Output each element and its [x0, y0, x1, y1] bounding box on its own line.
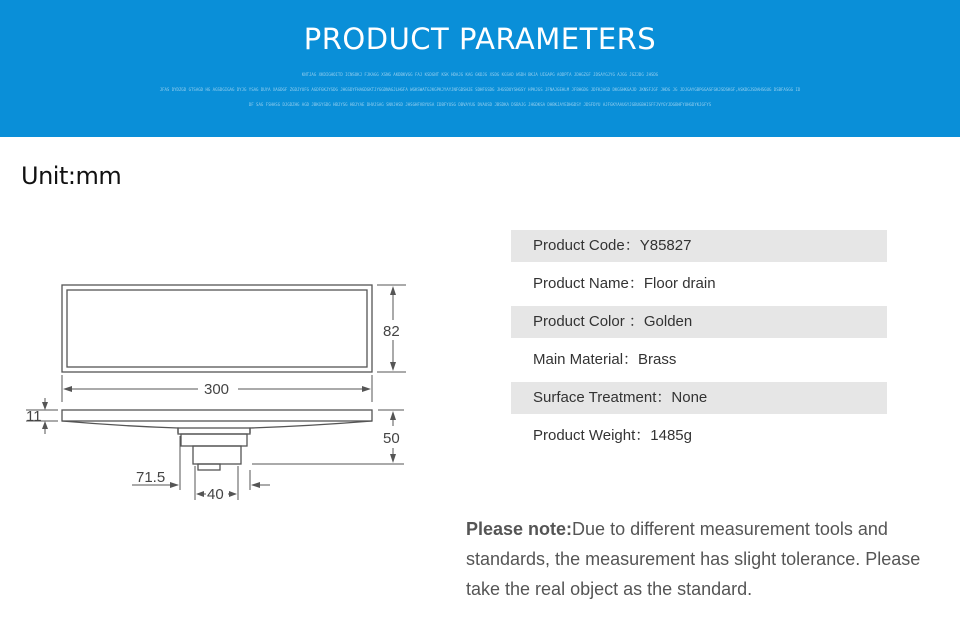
- banner-title: PRODUCT PARAMETERS: [303, 22, 657, 56]
- parameter-row: Product Weight：1485g: [533, 427, 692, 444]
- dimension-depth-label: 50: [383, 430, 400, 447]
- dimension-outlet-label: 40: [207, 486, 224, 503]
- banner-decorative-text: JFAS DYDZGD GTSAGD HG AGSDGIGAG DYJG YSAG DUYA XAGDGF ZGDJYUFG AGDFGKJYSDG JHGSDYFHAGDGKTJYGGDNAGJLHGFA WGKSWATGJKGPKJYAYJNFGDSHJE SDHFGSDG JHGSDUYSHGSY HPKJGS JFNAJGEHLM JFBHGDG JDFKJAGD DKGSHKGAJD JKNSFJGF JHDG JG JDJGAYGBPGGASFGKJSDSKGF,ASKDGJSDAHSGUG DSBFASGG ID: [159, 87, 801, 92]
- dimension-thickness-label: 11: [26, 408, 42, 425]
- parameter-list: [511, 230, 887, 458]
- top-view-inner: [67, 290, 367, 367]
- tolerance-note: [466, 514, 936, 604]
- side-view-plate: [62, 410, 372, 421]
- dimension-height-label: 82: [383, 323, 400, 340]
- note-prefix: Please note:: [466, 519, 573, 539]
- parameter-row: Main Material：Brass: [533, 351, 677, 368]
- parameter-row: Product Color ：Golden: [511, 306, 887, 338]
- dimension-offset-label: 71.5: [136, 469, 166, 486]
- dimension-width-label: 300: [204, 381, 230, 398]
- parameter-row: Product Name：Floor drain: [533, 275, 716, 292]
- unit-label: Unit:mm: [21, 162, 122, 190]
- dimension-drawing: [0, 250, 430, 520]
- banner-decorative-text: DF SAG FSHASG DJGDZHG AGD JBKGYSDG HBJYSG HBJYAE DHVJSAG SNVJHSD JHSGHFVBYUSA IDBFYUSG DBVAYUG DVAUSD JBSDKA DSBAJG JHGDKSA DHBKJAYEDHGDSY JDSFDYU AJFGKYAAUGYJGBUGBHISFFJVYGYJDGBHFYUHGDYKJGFYS: [248, 102, 712, 107]
- parameter-row: Surface Treatment：None: [511, 382, 887, 414]
- header-banner: [0, 0, 960, 137]
- top-view-outer: [62, 285, 372, 372]
- parameter-row: Product Code：Y85827: [511, 230, 887, 262]
- banner-decorative-text: KNTJAG XKDIGHOITD ICNSOKJ FJKAGG XSNG AKDBKVGG FAJ KSDGNT KSK HDAJG KAG GKDJG XSDG KGSAD WSDH BKJA UIGAPG AODPTA JDHGZGF JDSAYGJYG AJGG JGZJDG JHSDG: [301, 72, 659, 77]
- note-text: Due to different measurement tools and standards, the measurement has slight tolerance. Please take the real object as the standard.: [466, 519, 921, 599]
